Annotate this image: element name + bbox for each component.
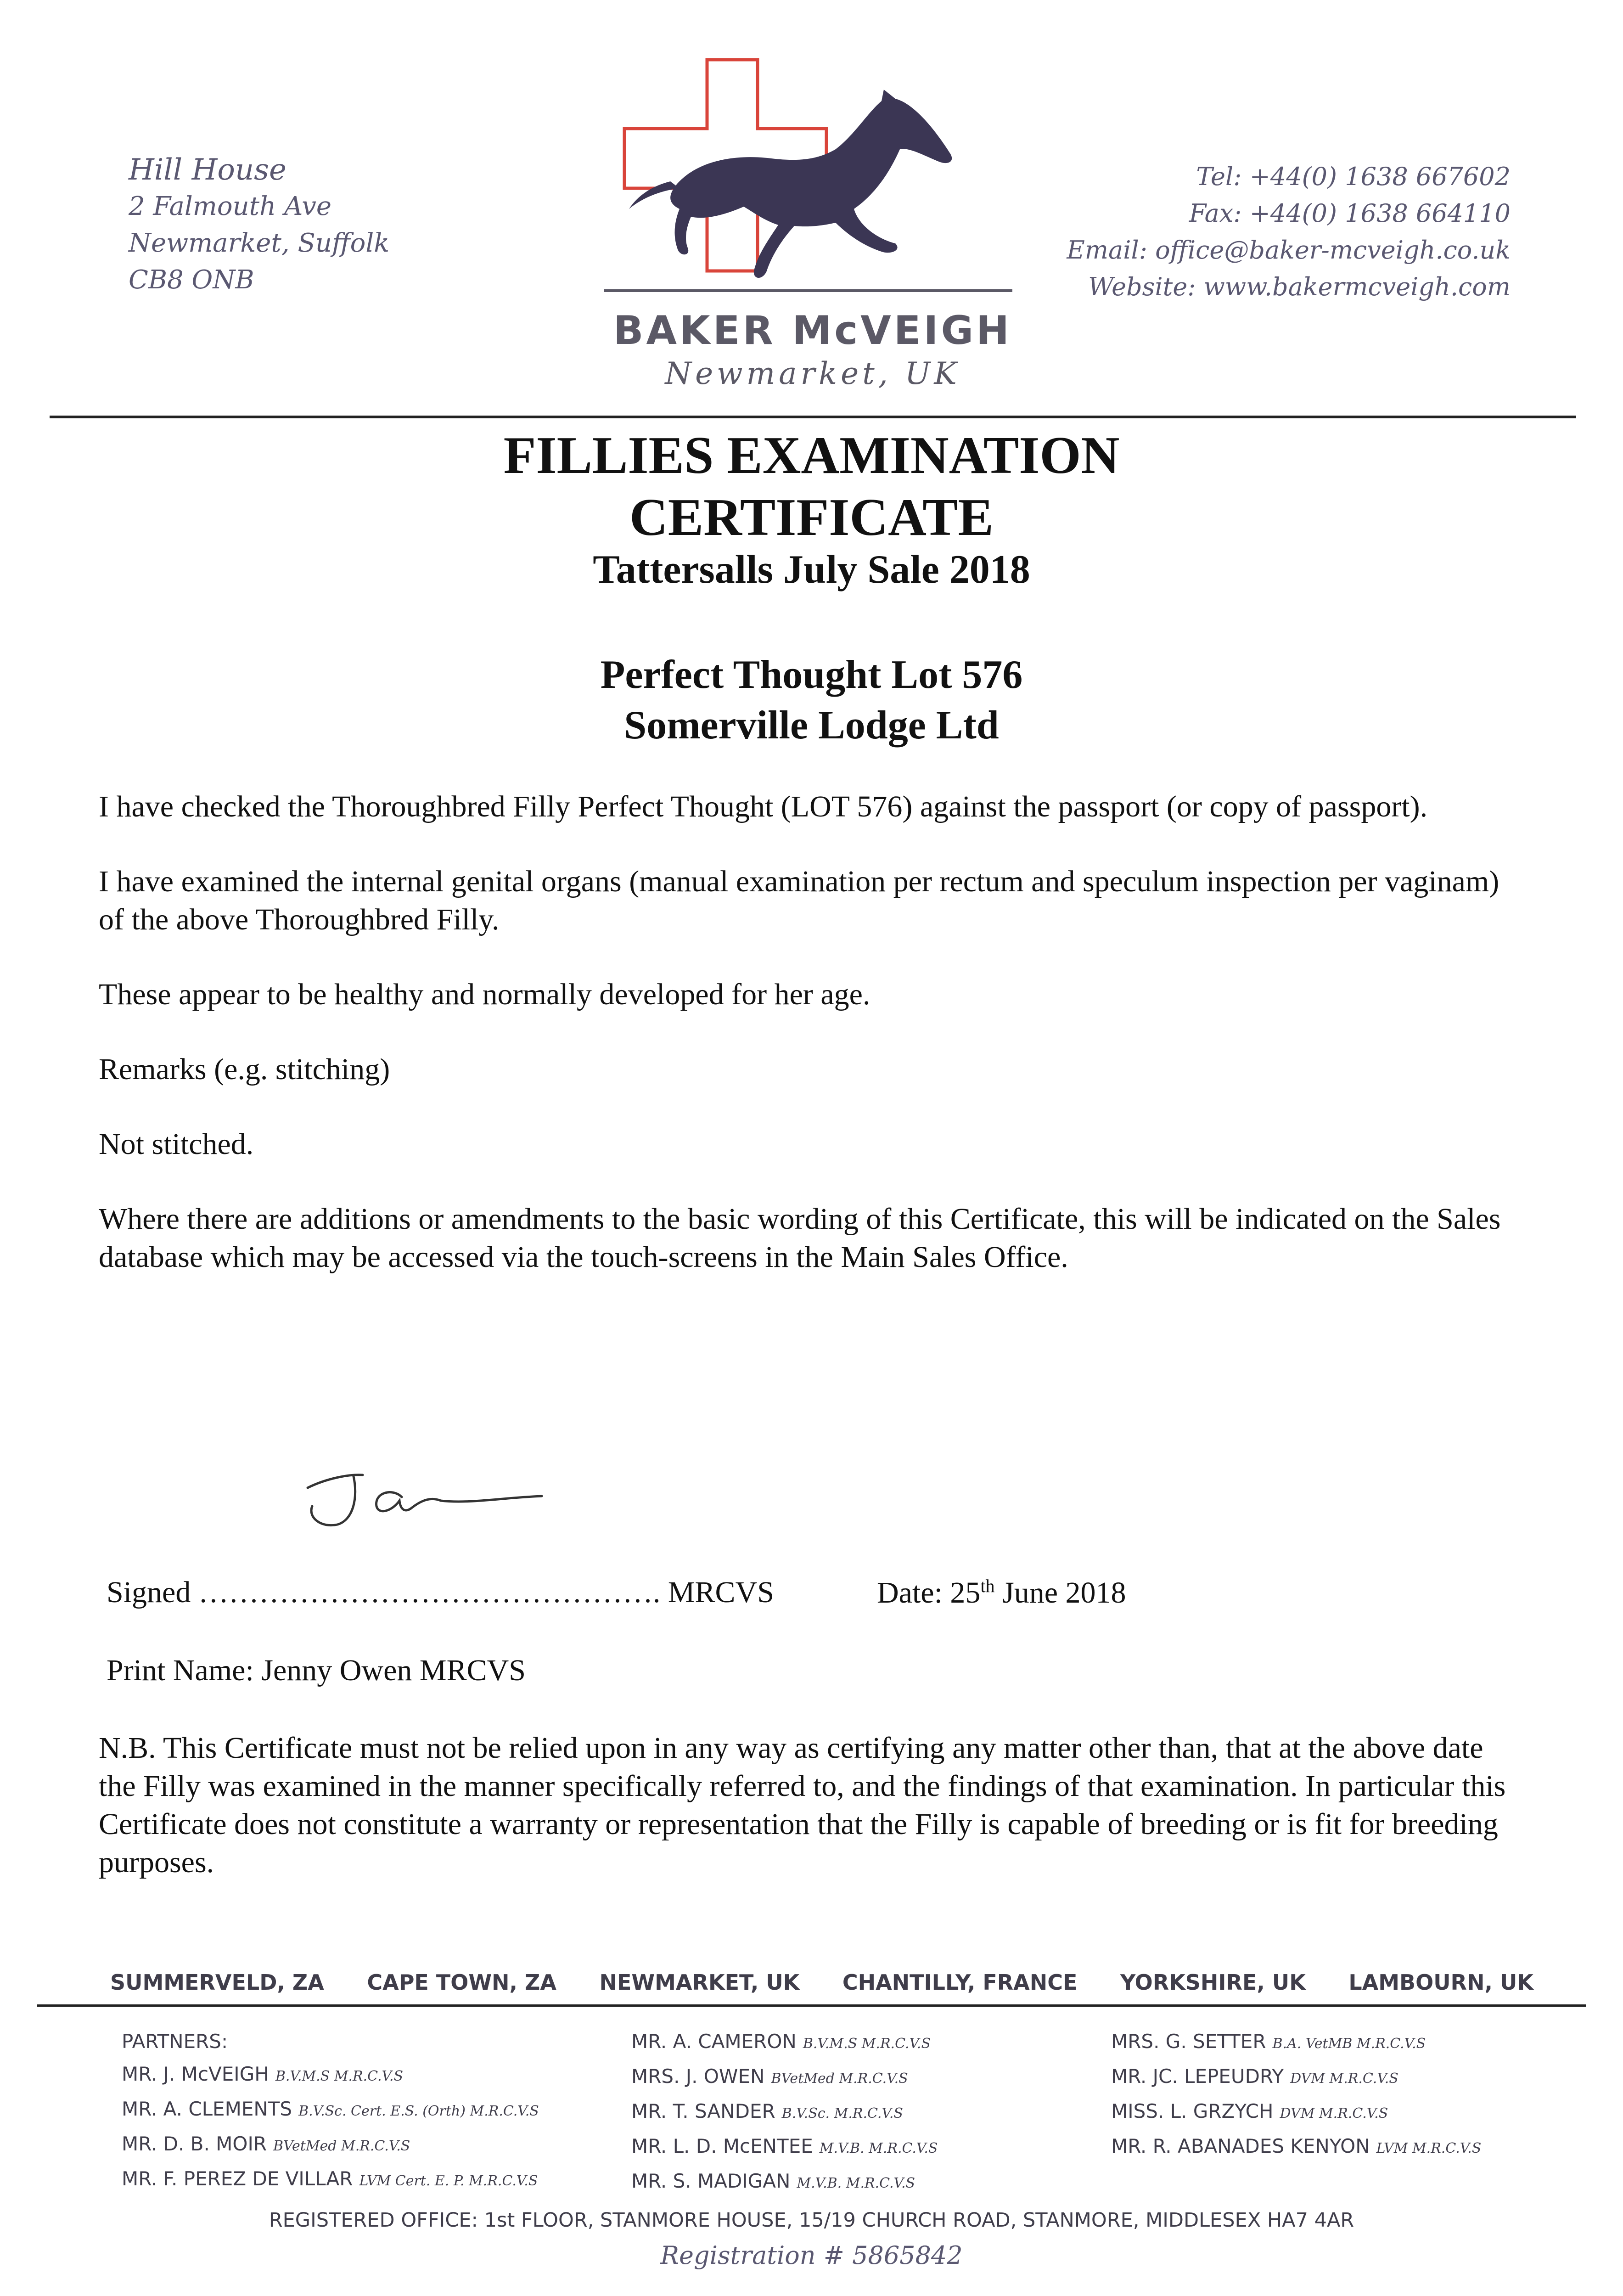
location-item: YORKSHIRE, UK — [1120, 1970, 1306, 1995]
partner-qualifications: B.V.M.S M.R.C.V.S — [803, 2036, 931, 2052]
partners-label: PARTNERS: — [122, 2030, 228, 2053]
date-ordinal: th — [980, 1576, 995, 1596]
location-item: CHANTILLY, FRANCE — [842, 1970, 1078, 1995]
partner-entry — [1111, 2060, 1545, 2095]
partner-qualifications: BVetMed M.R.C.V.S — [273, 2138, 410, 2154]
horse-details — [0, 650, 1623, 751]
partner-qualifications: DVM M.R.C.V.S — [1290, 2071, 1398, 2087]
print-name: Print Name: Jenny Owen MRCVS — [107, 1654, 526, 1687]
partners-column — [1111, 2025, 1545, 2200]
partners-column — [631, 2025, 1111, 2200]
partner-entry — [1111, 2025, 1545, 2060]
partner-qualifications: BVetMed M.R.C.V.S — [771, 2071, 908, 2087]
handwritten-signature — [294, 1446, 551, 1538]
partners-column — [122, 2025, 631, 2200]
brand-underline — [604, 289, 1012, 292]
address-line: 2 Falmouth Ave — [129, 191, 331, 221]
office-locations — [110, 1970, 1533, 1995]
horse-name-lot: Perfect Thought Lot 576 — [600, 653, 1023, 697]
header-divider — [50, 416, 1576, 418]
vendor-name: Somerville Lodge Ltd — [624, 703, 999, 748]
galloping-horse-icon — [670, 90, 952, 278]
partners-list — [122, 2025, 1545, 2200]
certificate-title — [0, 425, 1623, 549]
footer-divider — [37, 2004, 1586, 2007]
location-item: LAMBOURN, UK — [1348, 1970, 1533, 1995]
signature-date — [877, 1575, 1126, 1610]
remarks-value: Not stitched. — [99, 1127, 254, 1161]
partner-qualifications: LVM Cert. E. P. M.R.C.V.S — [359, 2173, 538, 2189]
partner-name: MR. D. B. MOIR — [122, 2133, 267, 2155]
remarks-label: Remarks (e.g. stitching) — [99, 1052, 390, 1086]
date-day: Date: 25 — [877, 1576, 981, 1609]
partner-qualifications: B.A. VetMB M.R.C.V.S — [1272, 2036, 1426, 2052]
certificate-body — [99, 788, 1527, 1313]
partner-entry — [631, 2060, 1111, 2095]
partner-name: MR. J. McVEIGH — [122, 2063, 269, 2085]
contact-details — [1005, 158, 1511, 305]
partner-name: MISS. L. GRZYCH — [1111, 2100, 1274, 2122]
partner-entry — [1111, 2095, 1545, 2130]
health-statement: These appear to be healthy and normally developed for her age. — [99, 978, 870, 1011]
partner-qualifications: M.V.B. M.R.C.V.S — [797, 2175, 915, 2191]
date-month-year: June 2018 — [994, 1576, 1126, 1609]
partner-name: MR. JC. LEPEUDRY — [1111, 2065, 1284, 2088]
address-line: Hill House — [129, 153, 286, 187]
partner-entry — [631, 2130, 1111, 2165]
location-item: NEWMARKET, UK — [599, 1970, 800, 1995]
registered-office: REGISTERED OFFICE: 1st FLOOR, STANMORE HOUSE, 15/19 CHURCH ROAD, STANMORE, MIDDLESEX HA7 4AR — [269, 2209, 1354, 2232]
partner-qualifications: M.V.B. M.R.C.V.S — [819, 2140, 938, 2156]
partner-entry — [631, 2025, 1111, 2060]
partner-name: MR. R. ABANADES KENYON — [1111, 2135, 1370, 2157]
location-item: SUMMERVELD, ZA — [110, 1970, 324, 1995]
email-address: Email: office@baker-mcveigh.co.uk — [1067, 236, 1511, 264]
company-address — [129, 152, 450, 298]
partner-entry — [1111, 2130, 1545, 2165]
brand-name: BAKER McVEIGH — [613, 308, 1012, 354]
partner-qualifications: B.V.M.S M.R.C.V.S — [275, 2068, 404, 2084]
passport-check-paragraph: I have checked the Thoroughbred Filly Perfect Thought (LOT 576) against the passport (or copy of passport). — [99, 790, 1428, 823]
address-line: CB8 ONB — [129, 265, 254, 295]
partner-qualifications: DVM M.R.C.V.S — [1280, 2105, 1388, 2122]
partner-entry — [122, 2162, 631, 2197]
phone-number: Tel: +44(0) 1638 667602 — [1196, 162, 1511, 191]
partner-qualifications: B.V.Sc. Cert. E.S. (Orth) M.R.C.V.S — [298, 2103, 539, 2119]
sale-name: Tattersalls July Sale 2018 — [593, 547, 1030, 592]
examination-paragraph: I have examined the internal genital organs (manual examination per rectum and speculum inspection per vaginam) of the above Thoroughbred Filly. — [99, 865, 1499, 936]
partner-name: MR. T. SANDER — [631, 2100, 775, 2122]
partner-name: MRS. G. SETTER — [1111, 2030, 1266, 2053]
registration-number: Registration # 5865842 — [660, 2241, 963, 2270]
partner-name: MR. S. MADIGAN — [631, 2170, 791, 2192]
partner-entry — [631, 2095, 1111, 2130]
amendments-paragraph: Where there are additions or amendments to the basic wording of this Certificate, this will be indicated on the Sales database which may be accessed via the touch-screens in the Main Sales Office. — [99, 1202, 1501, 1274]
partner-qualifications: B.V.Sc. M.R.C.V.S — [781, 2105, 903, 2122]
title-line-2: CERTIFICATE — [629, 488, 994, 547]
fax-number: Fax: +44(0) 1638 664110 — [1189, 199, 1511, 228]
partner-qualifications: LVM M.R.C.V.S — [1376, 2140, 1482, 2156]
location-item: CAPE TOWN, ZA — [367, 1970, 557, 1995]
partner-name: MR. F. PEREZ DE VILLAR — [122, 2167, 353, 2190]
partner-entry — [122, 2093, 631, 2127]
partner-name: MR. A. CLEMENTS — [122, 2098, 292, 2120]
partner-entry — [631, 2165, 1111, 2200]
partner-name: MRS. J. OWEN — [631, 2065, 765, 2088]
partner-entry — [122, 2058, 631, 2093]
website-address: Website: www.bakermcveigh.com — [1088, 272, 1511, 301]
partner-name: MR. A. CAMERON — [631, 2030, 797, 2053]
disclaimer-note: N.B. This Certificate must not be relied upon in any way as certifying any matter other than, that at the above date the Filly was examined in the manner specifically referred to, and the findings of that examination. In particular this Certificate does not constitute a warranty or representation that the Filly is capable of breeding or is fit for breeding purposes. — [99, 1731, 1506, 1879]
title-line-1: FILLIES EXAMINATION — [503, 426, 1120, 485]
address-line: Newmarket, Suffolk — [129, 228, 390, 258]
brand-location: Newmarket, UK — [665, 356, 960, 391]
partner-entry — [122, 2127, 631, 2162]
partner-name: MR. L. D. McENTEE — [631, 2135, 813, 2157]
signed-line: Signed ………………………………………. MRCVS — [107, 1576, 774, 1609]
